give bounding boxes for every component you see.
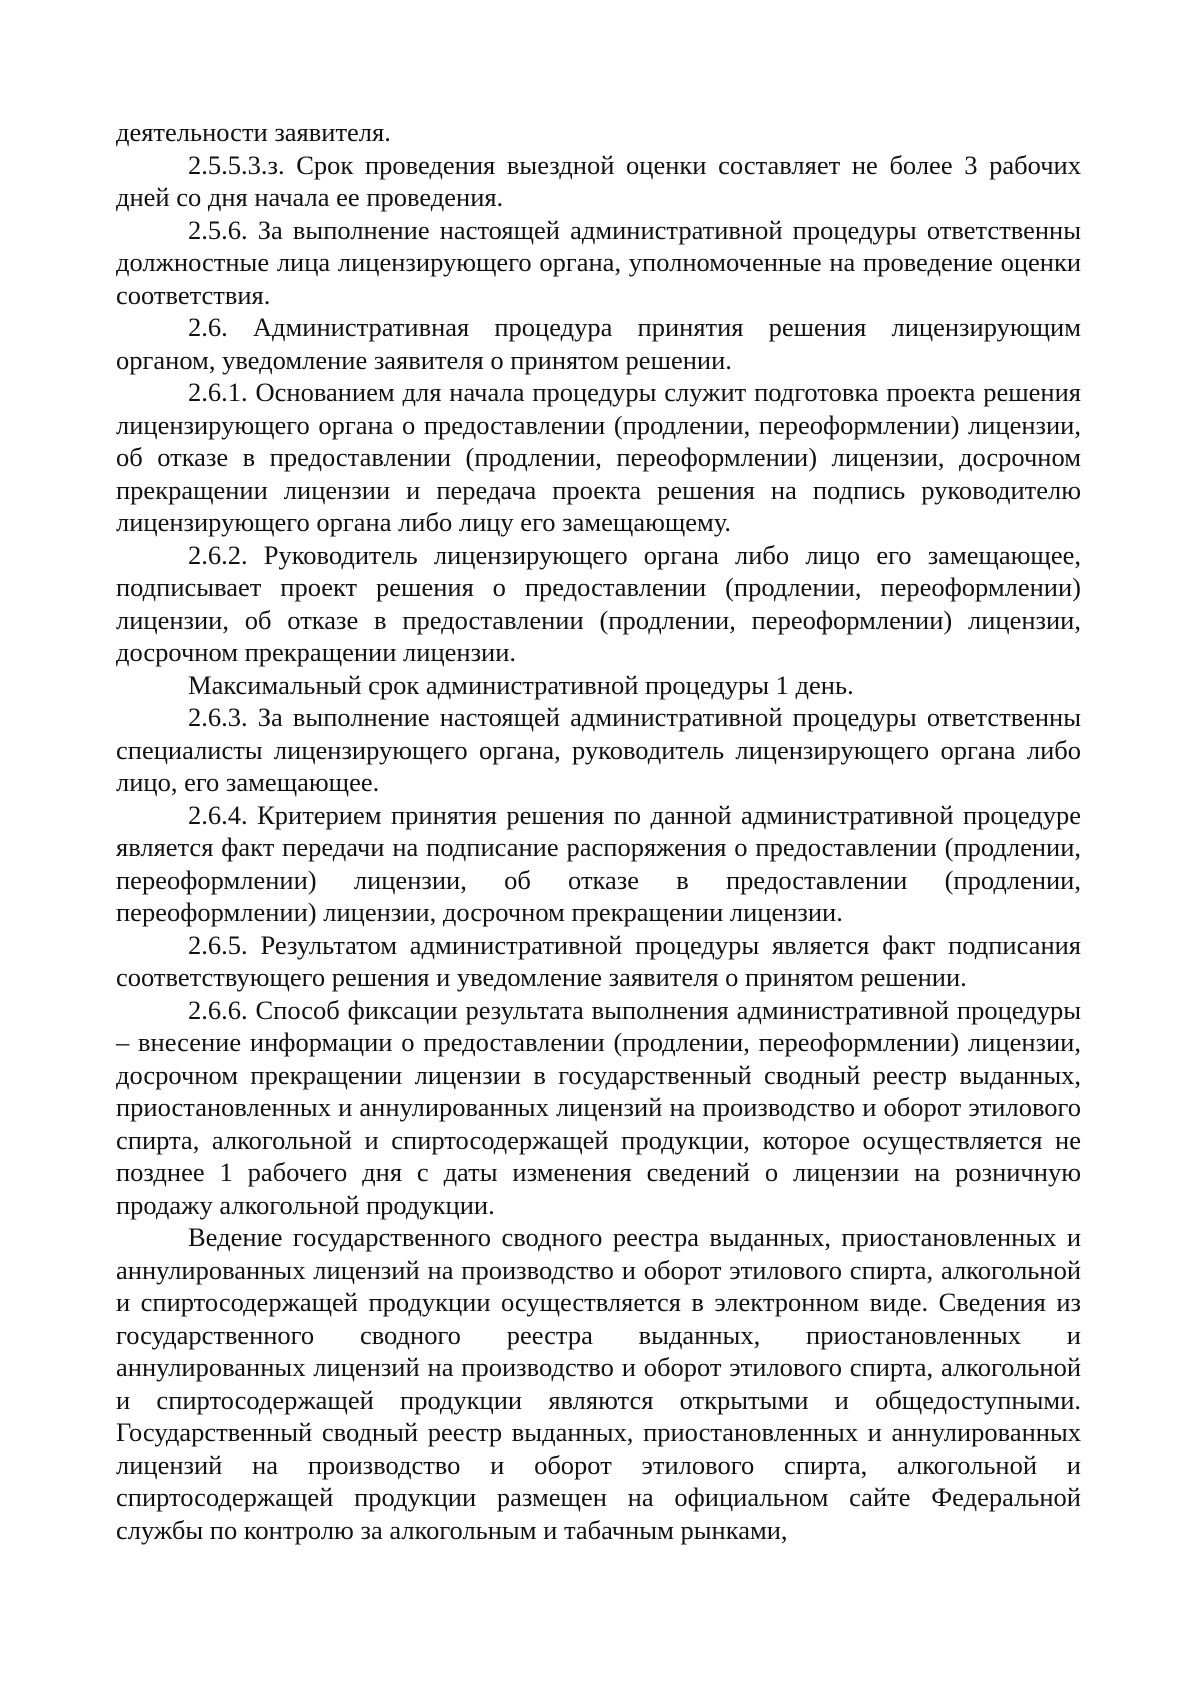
paragraph-2-6-1: 2.6.1. Основанием для начала процедуры служит подготовка проекта решения лицензирующего органа о предоставлении (продлении, переоформлении) лицензии, об отказе в предоставлении (продлении, переоформлении) лицензии, досрочном прекращении лицензии и передача проекта решения на подпись руководителю лицензирующего органа либо лицу его замещающему.: [116, 377, 1081, 537]
document-body: [116, 116, 1081, 1546]
paragraph-2-5-6: 2.5.6. За выполнение настоящей административной процедуры ответственны должностные лица лицензирующего органа, уполномоченные на проведение оценки соответствия.: [116, 214, 1081, 310]
paragraph-2-6-6: 2.6.6. Способ фиксации результата выполнения административной процедуры – внесение информации о предоставлении (продлении, переоформлении) лицензии, досрочном прекращении лицензии в государственный сводный реестр выданных, приостановленных и аннулированных лицензий на производство и оборот этилового спирта, алкогольной и спиртосодержащей продукции, которое осуществляется не позднее 1 рабочего дня с даты изменения сведений о лицензии на розничную продажу алкогольной продукции.: [116, 994, 1081, 1220]
paragraph-2-6-3: 2.6.3. За выполнение настоящей административной процедуры ответственны специалисты лицензирующего органа, руководитель лицензирующего органа либо лицо, его замещающее.: [116, 702, 1081, 797]
paragraph-2-5-5-3: 2.5.5.3.з. Срок проведения выездной оценки составляет не более 3 рабочих дней со дня начала ее проведения.: [116, 149, 1081, 212]
paragraph-2-6-5: 2.6.5. Результатом административной процедуры является факт подписания соответствующего решения и уведомление заявителя о принятом решении.: [116, 929, 1081, 992]
paragraph-2-6-4: 2.6.4. Критерием принятия решения по данной административной процедуре является факт передачи на подписание распоряжения о предоставлении (продлении, переоформлении) лицензии, об отказе в предоставлении (продлении, переоформлении) лицензии, досрочном прекращении лицензии.: [116, 799, 1081, 927]
paragraph-continuation: деятельности заявителя.: [116, 117, 391, 147]
paragraph-2-6-2: 2.6.2. Руководитель лицензирующего органа либо лицо его замещающее, подписывает проект решения о предоставлении (продлении, переоформлении) лицензии, об отказе в предоставлении (продлении, переоформлении) лицензии, досрочном прекращении лицензии.: [116, 539, 1081, 667]
paragraph-max-term: Максимальный срок административной процедуры 1 день.: [188, 669, 854, 700]
paragraph-2-6-heading: 2.6. Административная процедура принятия решения лицензирующим органом, уведомление заявителя о принятом решении.: [116, 312, 1081, 375]
paragraph-registry: Ведение государственного сводного реестра выданных, приостановленных и аннулированных лицензий на производство и оборот этилового спирта, алкогольной и спиртосодержащей продукции осуществляется в электронном виде. Сведения из государственного сводного реестра выданных, приостановленных и аннулированных лицензий на производство и оборот этилового спирта, алкогольной и спиртосодержащей продукции являются открытыми и общедоступными. Государственный сводный реестр выданных, приостановленных и аннулированных лицензий на производство и оборот этилового спирта, алкогольной и спиртосодержащей продукции размещен на официальном сайте Федеральной службы по контролю за алкогольным и табачным рынками,: [116, 1222, 1081, 1545]
